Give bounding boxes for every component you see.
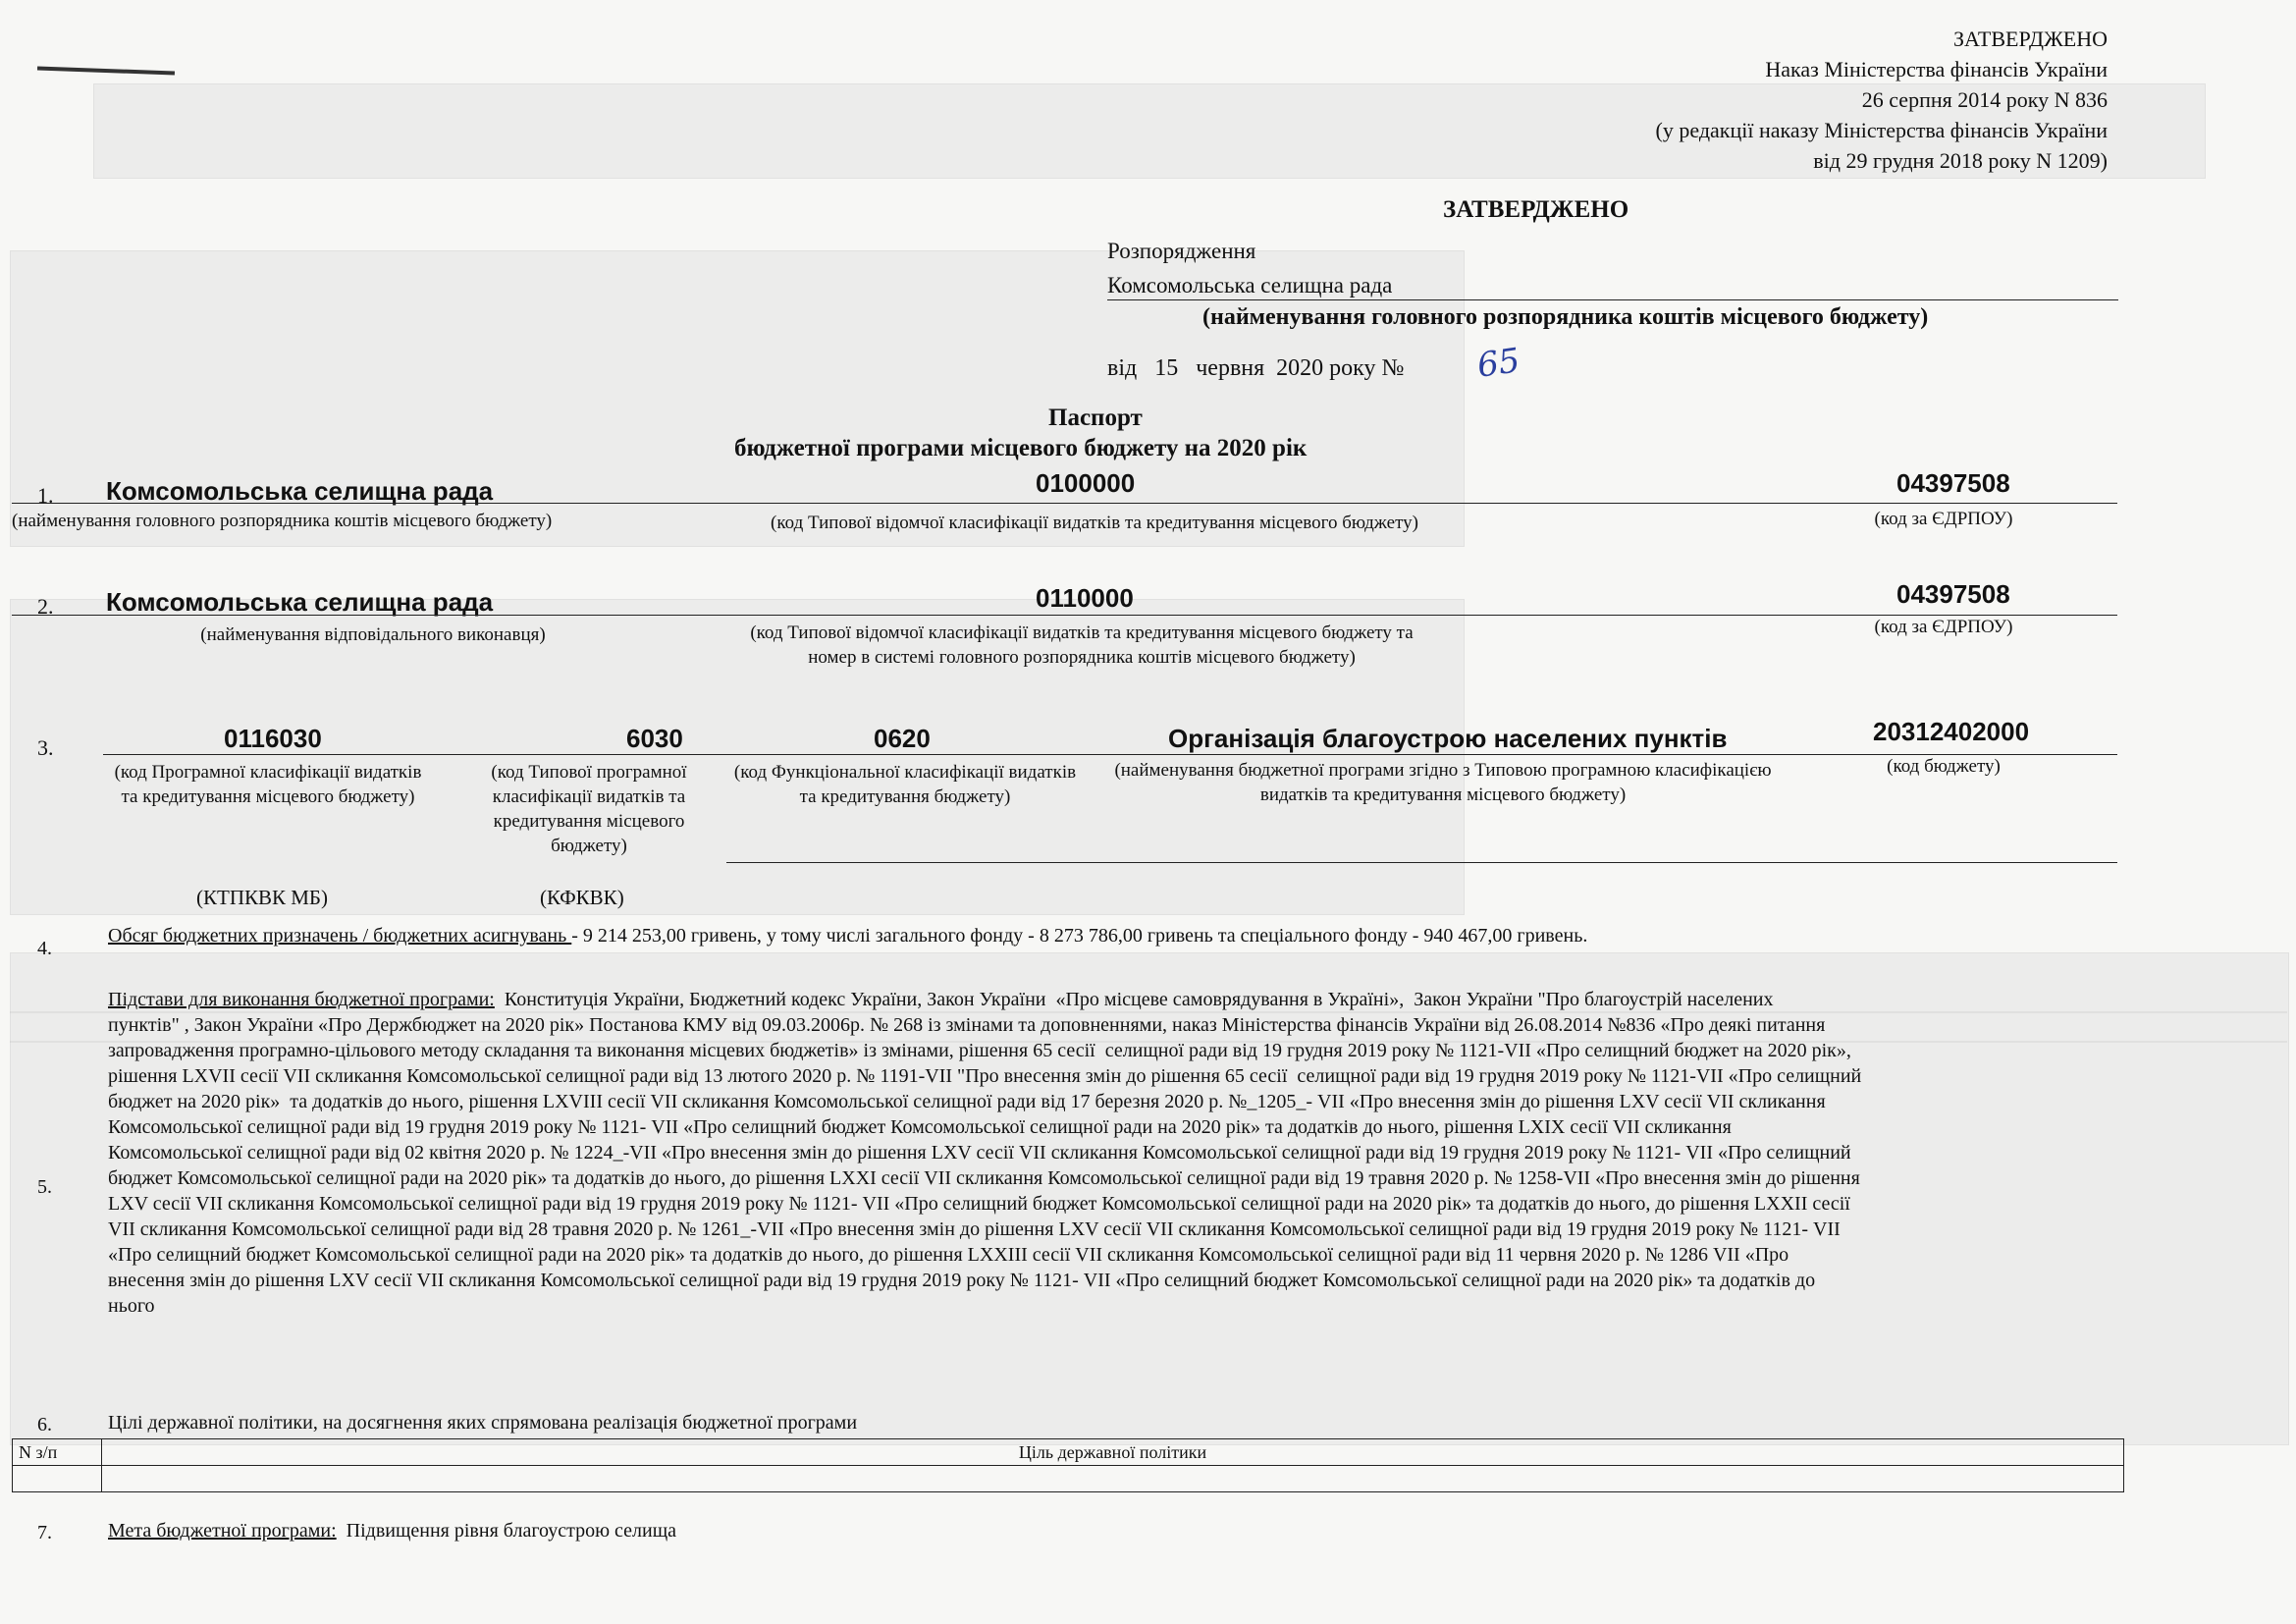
section3-underline (103, 754, 2117, 755)
section5-line: нього (108, 1295, 155, 1317)
section5-line: Комсомольської селищної ради від 19 грудня 2019 року № 1121- VII «Про селищний бюджет Комсомольської селищної ради на 2020 рік» та додатків до нього, рішення LXIX сесії VII скликання (108, 1116, 1732, 1138)
section4-text (108, 923, 2209, 948)
table-cell (13, 1466, 102, 1492)
approval-title: ЗАТВЕРДЖЕНО (1443, 196, 1629, 223)
section5-line: внесення змін до рішення LXV сесії VII скликання Комсомольської селищної ради від 19 грудня 2019 року № 1121- VII «Про селищний бюджет Комсомольської селищної ради на 2020 рік» та додатків до (108, 1270, 1816, 1291)
section3-kfkvk-abbr: (КФКВК) (540, 886, 624, 909)
section3-budget-caption: (код бюджету) (1887, 756, 2001, 777)
section5-text (108, 987, 2204, 1319)
date-day: 15 (1154, 355, 1179, 381)
section-number: 6. (37, 1414, 52, 1435)
staple-mark (37, 67, 175, 76)
section3-program-caption: (найменування бюджетної програми згідно з Типовою програмною класифікацією видатків та кредитування місцевого бюджету) (1114, 760, 1772, 805)
section5-line: Підстави для виконання бюджетної програми: Конституція України, Бюджетний кодекс України, Закон України «Про місцеве самоврядування в Україні», Закон України "Про благоустрій населених (108, 989, 1774, 1010)
date-prefix: від (1107, 355, 1138, 381)
approval-org-caption: (найменування головного розпорядника коштів місцевого бюджету) (1202, 304, 1929, 330)
section2-name-caption: (найменування відповідального виконавця) (200, 624, 546, 645)
section1-code: 0100000 (1036, 468, 1136, 498)
section5-line: бюджет на 2020 рік» та додатків до нього, рішення LXVIII сесії VII скликання Комсомольської селищної ради від 17 березня 2020 р. №_1205_- VII «Про внесення змін до рішення LXV сесії VII скликання (108, 1091, 1826, 1112)
section1-underline (12, 503, 2117, 504)
section7-label: Мета бюджетної програми: (108, 1520, 337, 1542)
approval-doc-type: Розпорядження (1107, 239, 1256, 263)
section3-program-name: Організація благоустрою населених пунктів (1168, 724, 1728, 753)
section5-label: Підстави для виконання бюджетної програми: (108, 989, 495, 1010)
approval-org-name: Комсомольська селищна рада (1107, 273, 1393, 298)
section2-edrpou: 04397508 (1896, 579, 2010, 609)
section-number: 4. (37, 938, 52, 959)
section-number: 2. (37, 594, 54, 619)
approval-line: від 29 грудня 2018 року N 1209) (1813, 148, 2108, 173)
passport-subtitle: бюджетної програми місцевого бюджету на 2020 рік (734, 435, 1308, 461)
section3-program-underline (726, 862, 2117, 863)
table-header-cell: Ціль державної політики (102, 1439, 2124, 1466)
approval-header (1420, 24, 2108, 176)
section5-line: VII скликання Комсомольської селищної ради від 28 травня 2020 р. № 1261_-VII «Про внесення змін до рішення LXV сесії VII скликання Комсомольської селищної ради від 19 грудня 2019 року № 1121- VII (108, 1218, 1841, 1240)
section3-func-caption: (код Функціональної класифікації видатків та кредитування бюджету) (733, 762, 1077, 807)
section-number: 7. (37, 1522, 52, 1543)
section3-budget-code: 20312402000 (1873, 717, 2030, 746)
approval-line: (у редакції наказу Міністерства фінансів України (1655, 118, 2108, 142)
approval-line: ЗАТВЕРДЖЕНО (1952, 27, 2108, 51)
section1-edrpou: 04397508 (1896, 468, 2010, 498)
approval-underline (1107, 299, 2118, 300)
section2-code: 0110000 (1036, 583, 1134, 613)
section4-label: Обсяг бюджетних призначень / бюджетних асигнувань (108, 925, 572, 947)
section3-kfkvk-caption: (код Типової програмної класифікації видатків та кредитування місцевого бюджету) (491, 762, 687, 856)
section3-ktpkvk: 0116030 (224, 724, 322, 753)
section2-underline (12, 615, 2117, 616)
section-number: 1. (37, 483, 54, 508)
approval-date (1107, 355, 1404, 382)
section3-func-code: 0620 (874, 724, 931, 753)
section-number: 5. (37, 1176, 52, 1198)
table-header-cell: N з/п (13, 1439, 102, 1466)
section4-amounts: - 9 214 253,00 гривень, у тому числі загального фонду - 8 273 786,00 гривень та спеціального фонду - 940 467,00 гривень. (571, 925, 1588, 947)
table-row (13, 1466, 2124, 1492)
section1-edrpou-caption: (код за ЄДРПОУ) (1874, 509, 2013, 529)
section3-kfkvk: 6030 (626, 724, 683, 753)
section3-ktpkvk-caption: (код Програмної класифікації видатків та кредитування місцевого бюджету) (114, 762, 422, 807)
section3-ktpkvk-abbr: (КТПКВК МБ) (196, 886, 328, 909)
section7-text (108, 1518, 676, 1543)
section5-line: пунктів" , Закон України «Про Держбюджет на 2020 рік» Постанова КМУ від 09.03.2006р. № 268 із змінами та доповненнями, наказ Міністерства фінансів України від 26.08.2014 №836 «Про деякі питання (108, 1014, 1826, 1036)
section5-line: LXV сесії VII скликання Комсомольської селищної ради від 19 грудня 2019 року № 1121- VII «Про селищний бюджет Комсомольської селищної ради на 2020 рік» та додатків до нього, до рішення LXXII сесії (108, 1193, 1850, 1215)
section5-line: бюджет Комсомольської селищної ради на 2020 рік» та додатків до нього, до рішення LXXI сесії VII скликання Комсомольської селищної ради від 19 травня 2020 р. № 1258-VII «Про внесення змін до рішення (108, 1167, 1860, 1189)
section5-line: Комсомольської селищної ради від 02 квітня 2020 р. № 1224_-VII «Про внесення змін до рішення LXV сесії VII скликання Комсомольської селищної ради від 19 грудня 2019 року № 1121- VII «Про селищний (108, 1142, 1851, 1164)
section7-goal: Підвищення рівня благоустрою селища (336, 1520, 677, 1542)
section1-name-caption: (найменування головного розпорядника коштів місцевого бюджету) (12, 511, 553, 531)
section5-line: «Про селищний бюджет Комсомольської селищної ради на 2020 рік» та додатків до нього, до рішення LXXIII сесії VII скликання Комсомольської селищної ради від 11 червня 2020 р. № 1286 VII «Про (108, 1244, 1789, 1266)
table-cell (102, 1466, 2124, 1492)
table-header-row (13, 1439, 2124, 1466)
goals-table (12, 1438, 2124, 1492)
section1-name: Комсомольська селищна рада (106, 476, 494, 506)
approval-line: 26 серпня 2014 року N 836 (1861, 87, 2108, 112)
approval-line: Наказ Міністерства фінансів України (1765, 57, 2108, 81)
section1-code-caption: (код Типової відомчої класифікації видатків та кредитування місцевого бюджету) (771, 513, 1418, 533)
section6-label: Цілі державної політики, на досягнення яких спрямована реалізація бюджетної програми (108, 1412, 858, 1434)
section-number: 3. (37, 735, 54, 760)
order-number-handwritten: 65 (1474, 341, 1522, 386)
section5-line: рішення LXVII сесії VII скликання Комсомольської селищної ради від 13 лютого 2020 р. № 1191-VII "Про внесення змін до рішення 65 сесії селищної ради від 19 грудня 2019 року № 1121-VII «Про селищний (108, 1065, 1862, 1087)
section2-code-caption: (код Типової відомчої класифікації видатків та кредитування місцевого бюджету та номер в системі головного розпорядника коштів місцевого бюджету) (750, 623, 1414, 668)
section2-name: Комсомольська селищна рада (106, 587, 494, 617)
date-month-year: червня 2020 року № (1196, 355, 1405, 381)
section2-edrpou-caption: (код за ЄДРПОУ) (1874, 617, 2013, 637)
section5-line: запровадження програмно-цільового методу складання та виконання місцевих бюджетів» із змінами, рішення 65 сесії селищної ради від 19 грудня 2019 року № 1121-VII «Про селищний бюджет на 2020 рік», (108, 1040, 1851, 1061)
passport-title: Паспорт (1048, 405, 1143, 431)
